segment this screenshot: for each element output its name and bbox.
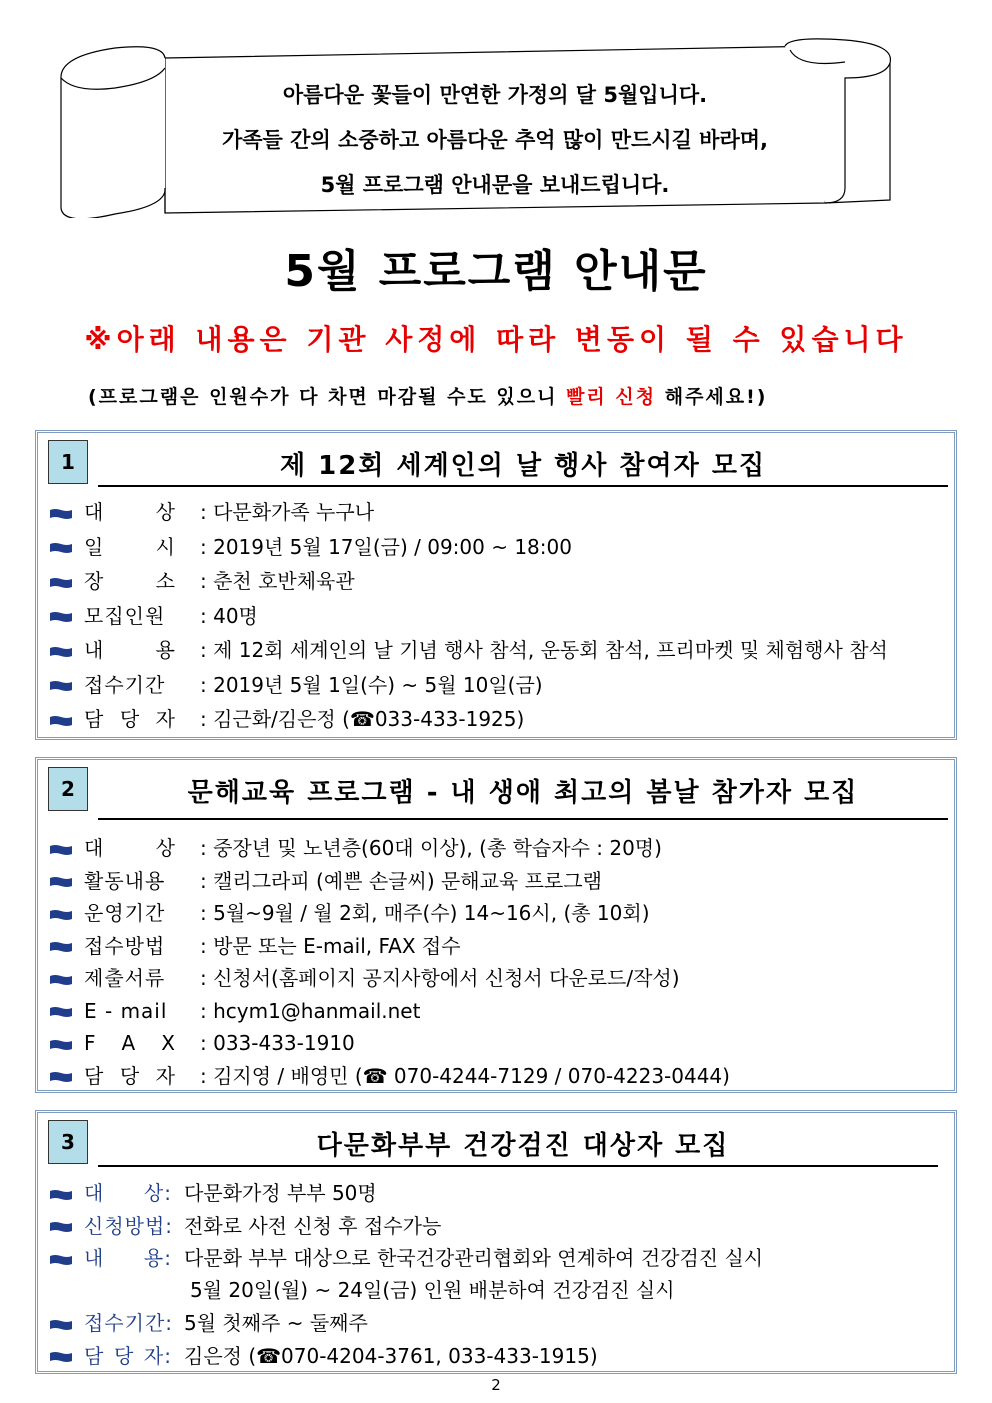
bullet-banner-icon: [50, 715, 72, 727]
bullet-banner-icon: [50, 1254, 72, 1266]
bullet-banner-icon: [50, 844, 72, 856]
row-label: 장 소: [84, 569, 176, 593]
info-row: [50, 1341, 598, 1371]
row-label: 제출서류: [84, 966, 166, 990]
header-line-2: 가족들 간의 소중하고 아름다운 추억 많이 만드시길 바라며,: [221, 128, 769, 152]
row-value: : 방문 또는 E-mail, FAX 접수: [200, 933, 461, 958]
row-value: : 다문화가족 누구나: [200, 500, 375, 524]
row-label: 담 당 자: [84, 1063, 176, 1088]
row-value: : 5월~9월 / 월 2회, 매주(수) 14~16시, (총 10회): [200, 901, 650, 925]
info-row: [50, 898, 650, 928]
info-row: [50, 704, 524, 734]
row-label: 담 당 자: [84, 707, 176, 731]
deadline-notice-post: 해주세요!): [656, 386, 768, 408]
row-value: : 제 12회 세계인의 날 기념 행사 참석, 운동회 참석, 프리마켓 및 체험행사 참석: [200, 638, 888, 662]
bullet-banner-icon: [50, 611, 72, 623]
header-message: [165, 73, 825, 208]
deadline-notice-pre: (프로그램은 인원수가 다 차면 마감될 수도 있으니: [88, 386, 567, 408]
deadline-notice: [88, 382, 928, 409]
info-row: [50, 497, 374, 527]
info-row: [50, 996, 420, 1026]
program-number: 1: [48, 440, 88, 484]
program-3-box: [35, 1110, 957, 1374]
row-label: 모집인원: [84, 603, 166, 628]
header-scroll-banner: [55, 38, 895, 218]
info-row: [50, 1061, 730, 1091]
title-underline: [98, 818, 948, 820]
change-notice: ※아래 내용은 기관 사정에 따라 변동이 될 수 있습니다: [84, 323, 908, 356]
row-value: : 김근화/김은정 (☎033-433-1925): [200, 707, 525, 731]
row-label: 활동내용: [84, 868, 166, 893]
row-value: 다문화 부부 대상으로 한국건강관리협회와 연계하여 건강검진 실시: [184, 1246, 764, 1270]
row-value: : 2019년 5월 17일(금) / 09:00 ~ 18:00: [200, 534, 572, 559]
bullet-banner-icon: [50, 1189, 72, 1201]
bullet-banner-icon: [50, 909, 72, 921]
bullet-banner-icon: [50, 1221, 72, 1233]
program-2-box: [35, 757, 957, 1093]
info-row: [50, 532, 572, 562]
header-line-1: 아름다운 꽃들이 만연한 가정의 달 5월입니다.: [282, 83, 708, 107]
info-row: [50, 1308, 368, 1338]
bullet-banner-icon: [50, 1006, 72, 1018]
row-value: : 2019년 5월 1일(수) ~ 5월 10일(금): [200, 672, 543, 697]
row-label: E - mail: [84, 998, 168, 1023]
info-row: [50, 1178, 377, 1208]
deadline-notice-highlight: 빨리 신청: [566, 386, 657, 408]
program-title: 제 12회 세계인의 날 행사 참여자 모집: [279, 451, 767, 481]
info-row: [50, 931, 461, 961]
row-value: : 춘천 호반체육관: [200, 569, 355, 593]
info-row: [50, 635, 888, 665]
bullet-banner-icon: [50, 941, 72, 953]
row-value: : 중장년 및 노년층(60대 이상), (총 학습자수 : 20명): [200, 836, 662, 860]
bullet-banner-icon: [50, 508, 72, 520]
row-label: 대 상:: [84, 1181, 172, 1205]
page-number: 2: [491, 1376, 501, 1394]
program-number: 3: [48, 1120, 88, 1164]
program-title: 다문화부부 건강검진 대상자 모집: [316, 1131, 730, 1161]
bullet-banner-icon: [50, 876, 72, 888]
info-row: [50, 1211, 441, 1241]
row-label: 대 상: [84, 500, 176, 524]
row-value: 다문화가정 부부 50명: [184, 1181, 377, 1205]
row-label: 접수방법: [84, 933, 166, 958]
row-label: 접수기간: [84, 672, 166, 697]
row-label: F A X: [84, 1031, 176, 1055]
info-row: [50, 670, 543, 700]
bullet-banner-icon: [50, 1039, 72, 1051]
info-row: [50, 1243, 763, 1273]
row-label: 담 당 자:: [84, 1343, 172, 1368]
row-value: : hcym1@hanmail.net: [200, 998, 421, 1023]
row-label: 일 시: [84, 534, 176, 559]
row-label: 접수기간:: [84, 1311, 174, 1335]
bullet-banner-icon: [50, 542, 72, 554]
row-value: : 033-433-1910: [200, 1031, 355, 1055]
info-row: [50, 833, 662, 863]
bullet-banner-icon: [50, 1071, 72, 1083]
row-label: 운영기간: [84, 901, 166, 925]
row-label: 내 용:: [84, 1246, 172, 1270]
title-underline: [98, 485, 948, 487]
info-row: [50, 963, 680, 993]
row-value: 김은정 (☎070-4204-3761, 033-433-1915): [184, 1343, 598, 1368]
row-value: : 신청서(홈페이지 공지사항에서 신청서 다운로드/작성): [200, 966, 680, 990]
row-label: 내 용: [84, 638, 176, 662]
bullet-banner-icon: [50, 577, 72, 589]
bullet-banner-icon: [50, 1319, 72, 1331]
info-row: [50, 1028, 355, 1058]
info-row: [50, 866, 602, 896]
title-underline: [98, 1165, 938, 1167]
bullet-banner-icon: [50, 974, 72, 986]
info-row: [50, 601, 258, 631]
info-row: [50, 566, 355, 596]
bullet-banner-icon: [50, 1351, 72, 1363]
row-value: : 40명: [200, 603, 258, 628]
row-value: 전화로 사전 신청 후 접수가능: [184, 1213, 442, 1238]
row-label: 신청방법:: [84, 1213, 174, 1238]
program-1-box: [35, 430, 957, 740]
row-value: : 캘리그라피 (예쁜 손글씨) 문해교육 프로그램: [200, 868, 602, 893]
program-number: 2: [48, 767, 88, 811]
page-title: 5월 프로그램 안내문: [284, 246, 708, 297]
bullet-banner-icon: [50, 646, 72, 658]
header-line-3: 5월 프로그램 안내문을 보내드립니다.: [320, 173, 670, 197]
content-continuation: 5월 20일(월) ~ 24일(금) 인원 배분하여 건강검진 실시: [190, 1278, 675, 1302]
row-label: 대 상: [84, 836, 176, 860]
bullet-banner-icon: [50, 680, 72, 692]
row-value: 5월 첫째주 ~ 둘째주: [184, 1311, 368, 1335]
row-value: : 김지영 / 배영민 (☎ 070-4244-7129 / 070-4223-0444): [200, 1063, 730, 1088]
program-title: 문해교육 프로그램 - 내 생애 최고의 봄날 참가자 모집: [187, 778, 859, 808]
